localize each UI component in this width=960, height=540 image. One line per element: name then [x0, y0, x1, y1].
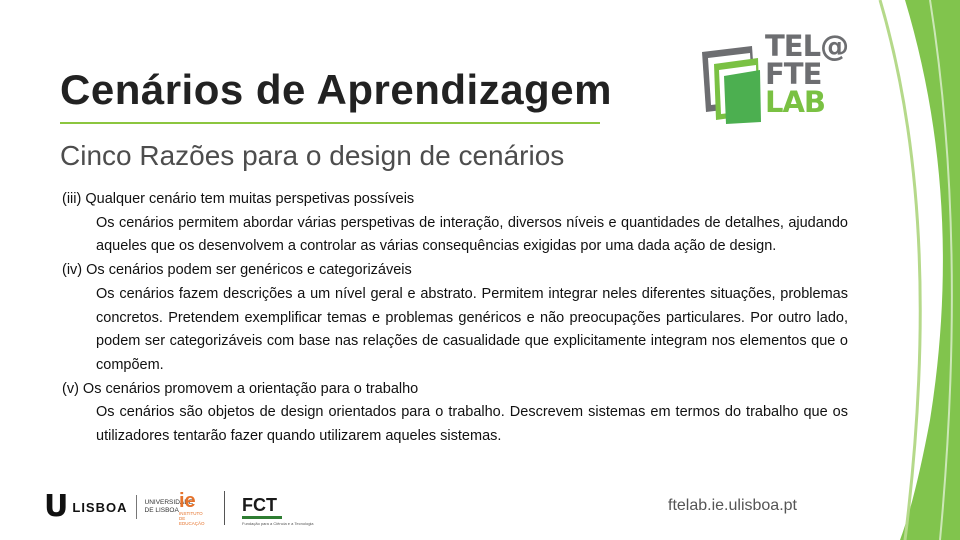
ie-small-line: EDUCAÇÃO: [179, 521, 205, 526]
logo-line-fte: FTE: [765, 57, 822, 91]
slide-title: Cenários de Aprendizagem: [60, 66, 612, 113]
ulisboa-small-line: UNIVERSIDADE: [144, 499, 194, 506]
reason-heading: (iii) Qualquer cenário tem muitas perspetivas possíveis: [62, 191, 415, 207]
ie-mark: ie: [179, 490, 196, 512]
reason-body: Os cenários fazem descrições a um nível geral e abstrato. Permitem integrar neles diferentes situações, problemas concretos. Pretendem exemplificar temas e problemas genéricos e não preocupações particulares. Por outro lado, podem ser categorizáveis com base nas relações de casualidade que explicitamente integram nos elementos que o compõem.: [96, 285, 848, 373]
content-body: [62, 188, 848, 449]
slide-subtitle: Cinco Razões para o design de cenários: [60, 140, 565, 171]
ulisboa-divider: [136, 495, 137, 519]
fct-logo: [242, 496, 314, 526]
reason-item: [62, 378, 848, 449]
fct-small-text: Fundação para a Ciência e a Tecnologia: [242, 521, 314, 526]
title-underline: [60, 122, 600, 124]
logo-line-tel: TEL@: [765, 29, 849, 63]
ulisboa-small-line: DE LISBOA: [144, 507, 179, 514]
reason-item: [62, 259, 848, 378]
ulisboa-mark: U: [44, 489, 69, 524]
ie-logo: [179, 491, 209, 526]
reason-body: Os cenários permitem abordar várias perspetivas de interação, diversos níveis e quantidades de detalhes, ajudando aqueles que os desenvolvem a controlar as várias consequências exigidas por uma dada ação de design.: [96, 214, 848, 255]
fct-bar: [242, 516, 282, 519]
ulisboa-logo: [44, 491, 193, 523]
footer-url: ftelab.ie.ulisboa.pt: [668, 497, 797, 514]
logo-wordmark: [765, 29, 860, 119]
logo-line-lab: LAB: [765, 85, 826, 119]
reason-heading: (v) Os cenários promovem a orientação para o trabalho: [62, 380, 419, 397]
fct-mark: FCT: [242, 495, 277, 515]
reason-heading: (iv) Os cenários podem ser genéricos e categorizáveis: [62, 262, 412, 279]
reason-item: [62, 188, 848, 259]
reason-body: Os cenários são objetos de design orientados para o trabalho. Descrevem sistemas em termos do trabalho que os utilizadores tentarão fazer quando utilizarem aqueles sistemas.: [96, 404, 848, 445]
fct-divider: [224, 491, 225, 525]
ie-small-line: INSTITUTO DE: [179, 511, 203, 521]
ulisboa-word: LISBOA: [72, 499, 128, 515]
